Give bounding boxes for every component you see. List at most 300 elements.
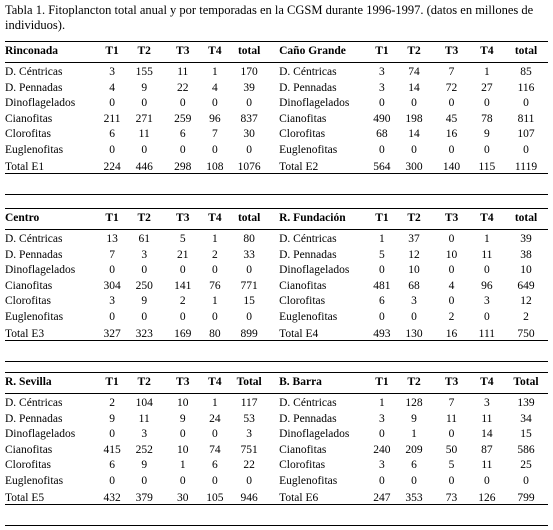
- cell-value: 50: [445, 443, 458, 456]
- column-header: T3: [444, 376, 459, 388]
- cell-value: 0: [109, 310, 115, 323]
- row-label: Clorofitas: [279, 295, 326, 307]
- cell-value: 4: [212, 81, 218, 94]
- row-label: D. Pennadas: [5, 248, 63, 261]
- cell-value: 5: [379, 248, 385, 261]
- table-row: [5, 458, 548, 474]
- cell-value: 3: [379, 459, 385, 471]
- row-label: Dinoflagelados: [5, 428, 76, 440]
- cell-value: 10: [177, 397, 189, 409]
- cell-value: 0: [448, 295, 455, 307]
- column-header: T1: [375, 212, 389, 224]
- table-row: [5, 412, 548, 428]
- cell-value: 0: [179, 310, 186, 323]
- row-label: Cianofitas: [5, 443, 53, 456]
- cell-value: 0: [379, 97, 385, 109]
- cell-value: 0: [448, 233, 455, 245]
- cell-value: 3: [379, 66, 385, 78]
- cell-value: 2: [448, 310, 455, 323]
- table-header-row: [5, 42, 548, 61]
- total-value: 564: [373, 161, 391, 173]
- cell-value: 39: [520, 233, 532, 245]
- column-gap: [271, 61, 280, 81]
- table-row: [5, 279, 548, 295]
- table-row: [5, 61, 548, 81]
- cell-value: 74: [209, 443, 221, 456]
- cell-value: 0: [379, 428, 385, 440]
- row-label: Euglenofitas: [279, 143, 338, 156]
- cell-value: 155: [135, 66, 153, 78]
- table-row: [5, 112, 548, 128]
- cell-value: 0: [109, 474, 115, 487]
- total-label: Total E3: [5, 328, 45, 340]
- row-label: D. Pennadas: [5, 412, 63, 425]
- cell-value: 0: [141, 143, 148, 156]
- cell-value: 13: [106, 233, 118, 245]
- column-gap: [271, 158, 280, 177]
- cell-value: 4: [109, 81, 115, 94]
- column-gap: [271, 279, 280, 295]
- header-rule: [5, 229, 548, 230]
- cell-value: 1: [212, 397, 218, 409]
- column-gap: [271, 458, 280, 474]
- cell-value: 0: [179, 474, 186, 487]
- column-gap: [271, 310, 280, 326]
- cell-value: 3: [141, 248, 148, 261]
- header-rule: [5, 62, 548, 63]
- total-value: 108: [206, 161, 224, 173]
- total-value: 1076: [237, 161, 261, 173]
- cell-value: 14: [481, 428, 493, 440]
- cell-value: 0: [411, 97, 417, 109]
- cell-value: 87: [481, 443, 493, 456]
- column-header: T4: [208, 376, 222, 388]
- cell-value: 0: [212, 264, 218, 276]
- column-header: T2: [407, 45, 421, 57]
- column-gap: [271, 127, 280, 143]
- station-name: B. Barra: [279, 376, 322, 388]
- cell-value: 21: [177, 248, 189, 261]
- cell-value: 10: [445, 248, 458, 261]
- cell-value: 139: [517, 397, 535, 409]
- cell-value: 11: [138, 128, 150, 140]
- total-value: 298: [174, 161, 192, 173]
- cell-value: 481: [373, 279, 391, 292]
- row-label: Euglenofitas: [279, 310, 338, 323]
- cell-value: 2: [212, 248, 218, 261]
- total-label: Total E6: [279, 492, 319, 504]
- row-label: D. Céntricas: [5, 66, 63, 78]
- cell-value: 0: [246, 264, 253, 276]
- cell-value: 68: [408, 279, 420, 292]
- column-gap: [271, 248, 280, 264]
- cell-value: 811: [517, 112, 535, 125]
- total-value: 899: [240, 328, 258, 340]
- row-label: Clorofitas: [279, 128, 326, 140]
- cell-value: 252: [135, 443, 153, 456]
- total-label: Total E2: [279, 161, 319, 173]
- cell-value: 107: [517, 128, 535, 140]
- cell-value: 53: [243, 412, 255, 425]
- total-value: 115: [478, 161, 496, 173]
- cell-value: 11: [481, 459, 493, 471]
- cell-value: 141: [174, 279, 192, 292]
- cell-value: 68: [376, 128, 388, 140]
- cell-value: 0: [179, 143, 186, 156]
- column-header: T1: [375, 45, 389, 57]
- total-value: 300: [405, 161, 423, 173]
- row-label: Cianofitas: [279, 112, 327, 125]
- cell-value: 1: [379, 233, 385, 245]
- cell-value: 11: [445, 412, 458, 425]
- cell-value: 6: [109, 128, 115, 140]
- column-gap: [271, 112, 280, 128]
- cell-value: 0: [141, 264, 148, 276]
- row-label: D. Céntricas: [5, 397, 63, 409]
- cell-value: 80: [243, 233, 255, 245]
- cell-value: 2: [109, 397, 115, 409]
- row-label: D. Céntricas: [279, 233, 337, 245]
- cell-value: 39: [243, 81, 255, 94]
- station-name: R. Sevilla: [5, 376, 52, 388]
- cell-value: 7: [109, 248, 115, 261]
- cell-value: 6: [109, 459, 115, 471]
- cell-value: 0: [246, 143, 253, 156]
- cell-value: 117: [240, 397, 258, 409]
- column-gap: [271, 209, 280, 228]
- row-label: D. Pennadas: [279, 248, 337, 261]
- table-header-row: [5, 209, 548, 228]
- cell-value: 76: [209, 279, 221, 292]
- cell-value: 259: [174, 112, 192, 125]
- cell-value: 11: [481, 412, 493, 425]
- row-label: Dinoflagelados: [5, 264, 76, 276]
- cell-value: 1: [212, 295, 218, 307]
- station-name: Centro: [5, 212, 40, 224]
- cell-value: 0: [411, 474, 417, 487]
- total-value: 130: [405, 328, 423, 340]
- cell-value: 22: [243, 459, 255, 471]
- column-header: T4: [480, 212, 494, 224]
- cell-value: 5: [448, 459, 455, 471]
- cell-value: 0: [246, 474, 253, 487]
- cell-value: 1: [483, 66, 490, 78]
- cell-value: 1: [212, 66, 218, 78]
- column-header: T2: [407, 212, 421, 224]
- row-label: Cianofitas: [279, 443, 327, 456]
- cell-value: 11: [138, 412, 150, 425]
- row-label: Dinoflagelados: [5, 97, 76, 109]
- cell-value: 0: [483, 310, 490, 323]
- top-rule: [5, 372, 548, 373]
- cell-value: 0: [448, 428, 455, 440]
- cell-value: 415: [103, 443, 121, 456]
- row-label: Cianofitas: [279, 279, 327, 292]
- column-header: T2: [407, 376, 421, 388]
- cell-value: 837: [240, 112, 258, 125]
- total-value: 1119: [514, 161, 538, 173]
- cell-value: 771: [240, 279, 258, 292]
- column-gap: [271, 263, 280, 279]
- cell-value: 649: [517, 279, 535, 292]
- total-value: 750: [517, 328, 535, 340]
- cell-value: 0: [448, 474, 455, 487]
- total-value: 80: [209, 328, 221, 340]
- cell-value: 490: [373, 112, 391, 125]
- column-gap: [271, 392, 280, 412]
- total-value: 446: [135, 161, 153, 173]
- cell-value: 10: [408, 264, 420, 276]
- total-value: 946: [240, 492, 258, 504]
- total-value: 799: [517, 492, 535, 504]
- cell-value: 0: [179, 264, 186, 276]
- cell-value: 586: [517, 443, 535, 456]
- cell-value: 3: [379, 81, 385, 94]
- cell-value: 4: [448, 279, 455, 292]
- cell-value: 6: [379, 295, 385, 307]
- column-gap: [271, 427, 280, 443]
- cell-value: 7: [448, 397, 455, 409]
- table-row: [5, 294, 548, 310]
- cell-value: 16: [445, 128, 458, 140]
- cell-value: 0: [212, 428, 218, 440]
- row-label: Dinoflagelados: [279, 264, 350, 276]
- row-label: Euglenofitas: [279, 474, 338, 487]
- column-header: T2: [137, 45, 151, 57]
- cell-value: 25: [520, 459, 532, 471]
- cell-value: 3: [379, 412, 385, 425]
- row-label: Dinoflagelados: [279, 428, 350, 440]
- cell-value: 15: [243, 295, 255, 307]
- table-row: [5, 228, 548, 248]
- row-label: D. Céntricas: [5, 233, 63, 245]
- row-label: D. Céntricas: [279, 397, 337, 409]
- cell-value: 1: [483, 233, 490, 245]
- cell-value: 96: [209, 112, 221, 125]
- cell-value: 12: [520, 295, 532, 307]
- cell-value: 0: [141, 97, 148, 109]
- cell-value: 45: [445, 112, 458, 125]
- total-value: 493: [373, 328, 391, 340]
- cell-value: 170: [240, 66, 258, 78]
- cell-value: 211: [103, 112, 121, 125]
- column-gap: [271, 143, 280, 159]
- cell-value: 9: [179, 412, 186, 425]
- cell-value: 0: [246, 97, 253, 109]
- total-value: 432: [103, 492, 121, 504]
- table-row: [5, 81, 548, 97]
- cell-value: 3: [109, 66, 115, 78]
- row-label: Clorofitas: [5, 295, 51, 307]
- row-label: D. Pennadas: [279, 81, 337, 94]
- cell-value: 0: [179, 97, 186, 109]
- total-rule: [5, 504, 548, 505]
- column-header: T1: [375, 376, 389, 388]
- cell-value: 22: [177, 81, 189, 94]
- cell-value: 304: [103, 279, 121, 292]
- column-gap: [271, 412, 280, 428]
- top-rule: [5, 208, 548, 209]
- cell-value: 5: [179, 233, 186, 245]
- cell-value: 0: [212, 97, 218, 109]
- cell-value: 9: [141, 81, 148, 94]
- cell-value: 0: [379, 310, 385, 323]
- cell-value: 0: [483, 143, 490, 156]
- column-gap: [271, 325, 280, 344]
- bottom-rule: [5, 525, 548, 526]
- cell-value: 0: [379, 474, 385, 487]
- column-header: T3: [444, 212, 459, 224]
- column-header: T1: [105, 376, 119, 388]
- cell-value: 0: [141, 474, 148, 487]
- cell-value: 128: [405, 397, 423, 409]
- total-value: 73: [445, 492, 458, 504]
- total-value: 379: [135, 492, 153, 504]
- cell-value: 9: [411, 412, 417, 425]
- cell-value: 11: [177, 66, 189, 78]
- total-rule: [5, 340, 548, 341]
- total-value: 169: [174, 328, 192, 340]
- total-label: Total E5: [5, 492, 45, 504]
- cell-value: 0: [483, 474, 490, 487]
- column-gap: [271, 294, 280, 310]
- table-row: [5, 248, 548, 264]
- cell-value: 61: [138, 233, 150, 245]
- total-value: 30: [177, 492, 189, 504]
- cell-value: 1: [179, 459, 186, 471]
- cell-value: 0: [411, 310, 417, 323]
- total-row: [5, 158, 548, 177]
- table-row: [5, 127, 548, 143]
- column-header: T4: [208, 212, 222, 224]
- cell-value: 12: [408, 248, 420, 261]
- cell-value: 3: [483, 397, 490, 409]
- total-label: Total E4: [279, 328, 319, 340]
- cell-value: 0: [109, 97, 115, 109]
- cell-value: 0: [483, 97, 490, 109]
- cell-value: 11: [481, 248, 493, 261]
- column-header: Total: [513, 376, 539, 388]
- cell-value: 10: [520, 264, 532, 276]
- cell-value: 250: [135, 279, 153, 292]
- column-header: total: [514, 45, 538, 57]
- cell-value: 0: [212, 310, 218, 323]
- header-rule: [5, 393, 548, 394]
- total-row: [5, 325, 548, 344]
- column-header: T3: [176, 45, 190, 57]
- cell-value: 0: [523, 143, 529, 156]
- total-row: [5, 489, 548, 508]
- column-header: T4: [480, 45, 494, 57]
- cell-value: 116: [517, 81, 535, 94]
- table-row: [5, 96, 548, 112]
- column-header: T1: [105, 212, 119, 224]
- column-header: T3: [444, 45, 459, 57]
- cell-value: 96: [481, 279, 493, 292]
- station-name: R. Fundación: [279, 212, 346, 224]
- cell-value: 0: [109, 428, 115, 440]
- cell-value: 6: [411, 459, 417, 471]
- total-value: 140: [442, 161, 461, 173]
- cell-value: 14: [408, 81, 420, 94]
- cell-value: 0: [212, 474, 218, 487]
- column-gap: [271, 474, 280, 490]
- cell-value: 0: [448, 264, 455, 276]
- cell-value: 0: [448, 143, 455, 156]
- table-row: [5, 310, 548, 326]
- bottom-rule: [5, 361, 548, 362]
- row-label: Euglenofitas: [5, 143, 64, 156]
- column-header: T3: [176, 212, 190, 224]
- column-header: T4: [208, 45, 222, 57]
- cell-value: 0: [141, 310, 148, 323]
- cell-value: 85: [520, 66, 532, 78]
- column-gap: [271, 489, 280, 508]
- cell-value: 33: [243, 248, 255, 261]
- total-value: 105: [206, 492, 224, 504]
- cell-value: 2: [523, 310, 529, 323]
- cell-value: 3: [141, 428, 148, 440]
- table-caption: Tabla 1. Fitoplancton total anual y por temporadas en la CGSM durante 1996-1997. (datos en millones de individuos).: [5, 3, 534, 32]
- cell-value: 27: [481, 81, 493, 94]
- column-gap: [271, 373, 280, 392]
- cell-value: 0: [212, 143, 218, 156]
- cell-value: 0: [109, 264, 115, 276]
- table-row: [5, 474, 548, 490]
- cell-value: 0: [246, 310, 253, 323]
- cell-value: 271: [135, 112, 153, 125]
- cell-value: 72: [445, 81, 458, 94]
- cell-value: 1: [379, 397, 385, 409]
- cell-value: 9: [141, 295, 148, 307]
- cell-value: 2: [179, 295, 186, 307]
- row-label: Clorofitas: [5, 459, 51, 471]
- cell-value: 37: [408, 233, 420, 245]
- cell-value: 30: [243, 128, 255, 140]
- column-header: total: [237, 212, 261, 224]
- row-label: D. Pennadas: [279, 412, 337, 425]
- column-gap: [271, 96, 280, 112]
- cell-value: 3: [483, 295, 490, 307]
- column-gap: [271, 443, 280, 459]
- total-value: 111: [478, 328, 496, 340]
- row-label: D. Céntricas: [279, 66, 337, 78]
- row-label: Euglenofitas: [5, 310, 64, 323]
- cell-value: 34: [520, 412, 532, 425]
- cell-value: 0: [109, 143, 115, 156]
- total-value: 323: [135, 328, 153, 340]
- cell-value: 240: [373, 443, 391, 456]
- column-header: T1: [105, 45, 119, 57]
- cell-value: 9: [109, 412, 115, 425]
- cell-value: 0: [379, 143, 385, 156]
- row-label: Cianofitas: [5, 112, 53, 125]
- total-value: 327: [103, 328, 121, 340]
- cell-value: 9: [483, 128, 490, 140]
- cell-value: 0: [179, 428, 186, 440]
- column-header: T4: [480, 376, 494, 388]
- cell-value: 6: [179, 128, 186, 140]
- table-header-row: [5, 373, 548, 392]
- column-header: T2: [137, 376, 151, 388]
- station-name: Rinconada: [5, 45, 59, 57]
- cell-value: 198: [405, 112, 423, 125]
- cell-value: 209: [405, 443, 423, 456]
- table-row: [5, 392, 548, 412]
- row-label: Dinoflagelados: [279, 97, 350, 109]
- column-header: total: [514, 212, 538, 224]
- total-value: 126: [478, 492, 496, 504]
